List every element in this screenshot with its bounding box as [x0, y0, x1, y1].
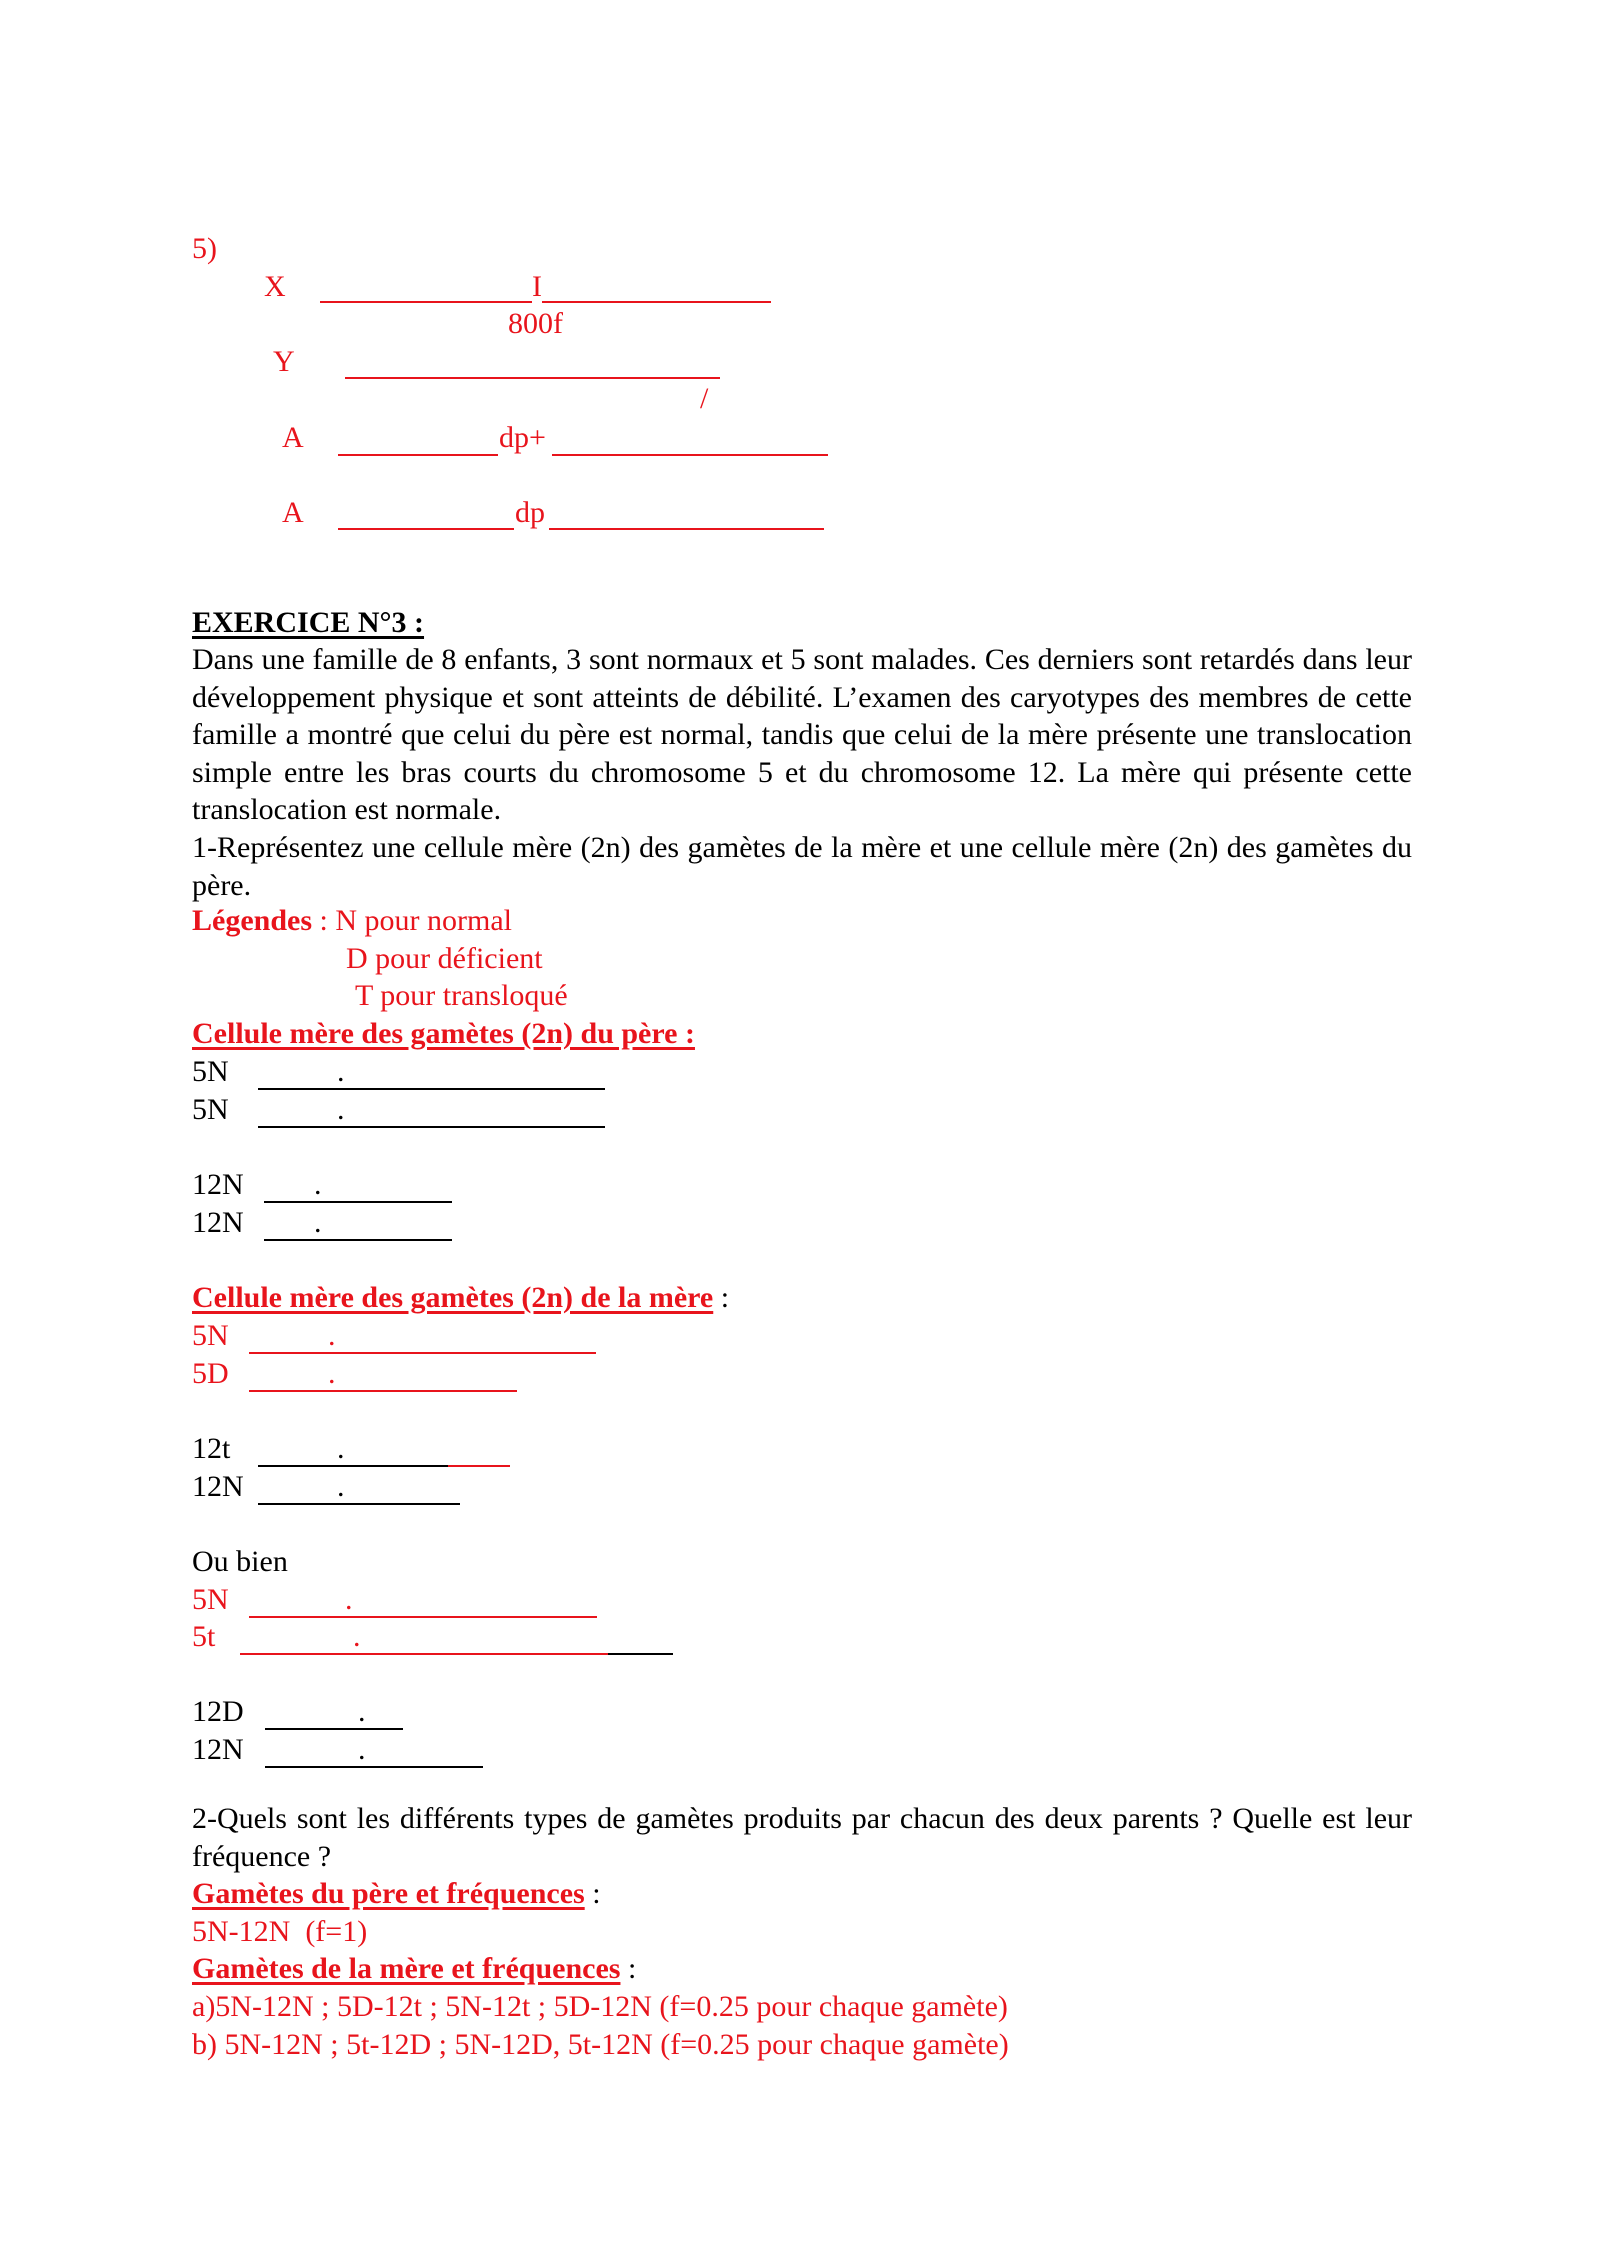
centromere-dot: .: [337, 1093, 345, 1126]
centromere-dot: .: [358, 1733, 366, 1766]
mother-alt-chromosome-12d: 12D: [192, 1695, 244, 1728]
mother-5d-line: [249, 1390, 517, 1392]
or-label: Ou bien: [192, 1545, 288, 1578]
mother-12n-line: [258, 1503, 460, 1505]
father-chromosome-5b: 5N: [192, 1093, 229, 1126]
mother-alt-chromosome-5t: 5t: [192, 1620, 216, 1653]
answer-number: 5): [192, 232, 217, 265]
father-12b-line: [264, 1239, 452, 1241]
mother-alt-chromosome-12n: 12N: [192, 1733, 244, 1766]
mother-5n-line: [249, 1352, 596, 1354]
centromere-dot: .: [353, 1620, 361, 1653]
mother-alt-12d-line: [265, 1728, 403, 1730]
father-5a-line: [258, 1088, 605, 1090]
legend-line: [192, 903, 512, 939]
chromosome-a2-label: A: [282, 496, 304, 529]
centromere-dot: .: [314, 1168, 322, 1201]
legend-deficient: D pour déficient: [346, 942, 543, 975]
mother-gametes-title-line: [192, 1951, 636, 1987]
exercise-title: EXERCICE N°3 :: [192, 606, 425, 639]
centromere-dot: .: [314, 1206, 322, 1239]
exercise-intro-paragraph: Dans une famille de 8 enfants, 3 sont normaux et 5 sont malades. Ces derniers sont retardés dans leur développement physique et sont atteints de débilité. L’examen des caryotypes des membres de cette famille a montré que celui du père est normal, tandis que celui de la mère présente une translocation simple entre les bras courts du chromosome 5 et du chromosome 12. La mère qui présente cette translocation est normale.: [192, 643, 1412, 826]
father-5b-line: [258, 1126, 605, 1128]
chromosome-x-label: X: [264, 270, 286, 303]
legend-title: Légendes: [192, 904, 312, 937]
father-chromosome-5a: 5N: [192, 1055, 229, 1088]
question-1: 1-Représentez une cellule mère (2n) des gamètes de la mère et une cellule mère (2n) des gamètes du père.: [192, 831, 1412, 902]
centromere-dot: .: [337, 1432, 345, 1465]
mother-gametes-colon: :: [620, 1952, 637, 1985]
chromosome-x-line-right: [542, 301, 771, 303]
chromosome-y-line: [345, 377, 720, 379]
father-chromosome-12b: 12N: [192, 1206, 244, 1239]
mother-gametes-b: b) 5N-12N ; 5t-12D ; 5N-12D, 5t-12N (f=0.25 pour chaque gamète): [192, 2028, 1009, 2061]
father-gametes-colon: :: [584, 1877, 601, 1910]
mother-chromosome-12n: 12N: [192, 1470, 244, 1503]
mother-alt-5t-line-black: [608, 1653, 673, 1655]
mother-alt-12n-line: [265, 1766, 483, 1768]
chromosome-y-label: Y: [273, 345, 295, 378]
centromere-dot: .: [328, 1357, 336, 1390]
gene-dp-label: dp: [515, 496, 545, 529]
chromosome-a2-line-right: [549, 528, 824, 530]
mother-chromosome-5n: 5N: [192, 1319, 229, 1352]
legend-separator: :: [312, 904, 336, 937]
mother-chromosome-5d: 5D: [192, 1357, 229, 1390]
legend-translocated: T pour transloqué: [355, 979, 568, 1012]
father-gametes: 5N-12N (f=1): [192, 1915, 368, 1948]
centromere-dot: .: [345, 1583, 353, 1616]
centromere-dot: .: [328, 1319, 336, 1352]
mother-12t-line-red: [448, 1465, 510, 1467]
gene-dp-plus-label: dp+: [499, 421, 546, 454]
mother-cell-colon: :: [713, 1281, 730, 1314]
centromere-dot: .: [358, 1695, 366, 1728]
distance-800f-label: 800f: [508, 307, 563, 340]
mother-12t-line-black: [258, 1465, 448, 1467]
question-2: 2-Quels sont les différents types de gamètes produits par chacun des deux parents ? Quelle est leur fréquence ?: [192, 1802, 1412, 1873]
chromosome-a1-line-left: [338, 454, 498, 456]
father-12a-line: [264, 1201, 452, 1203]
chromosome-a1-line-right: [552, 454, 828, 456]
centromere-dot: .: [337, 1055, 345, 1088]
slash-mark: /: [700, 382, 709, 415]
chromosome-x-line-left: [320, 301, 532, 303]
mother-cell-title-line: [192, 1280, 729, 1316]
mother-chromosome-12t: 12t: [192, 1432, 231, 1465]
marker-i-label: I: [532, 270, 542, 303]
legend-normal: N pour normal: [335, 904, 512, 937]
mother-cell-title: Cellule mère des gamètes (2n) de la mère: [192, 1281, 714, 1314]
mother-gametes-title: Gamètes de la mère et fréquences: [192, 1952, 621, 1985]
mother-alt-5n-line: [249, 1616, 597, 1618]
father-chromosome-12a: 12N: [192, 1168, 244, 1201]
father-gametes-title: Gamètes du père et fréquences: [192, 1877, 585, 1910]
chromosome-a2-line-left: [338, 528, 514, 530]
mother-gametes-a: a)5N-12N ; 5D-12t ; 5N-12t ; 5D-12N (f=0.25 pour chaque gamète): [192, 1990, 1008, 2023]
mother-alt-5t-line-red: [240, 1653, 608, 1655]
centromere-dot: .: [337, 1470, 345, 1503]
father-gametes-title-line: [192, 1876, 601, 1912]
chromosome-a1-label: A: [282, 421, 304, 454]
father-cell-title: Cellule mère des gamètes (2n) du père :: [192, 1017, 695, 1050]
mother-alt-chromosome-5n: 5N: [192, 1583, 229, 1616]
